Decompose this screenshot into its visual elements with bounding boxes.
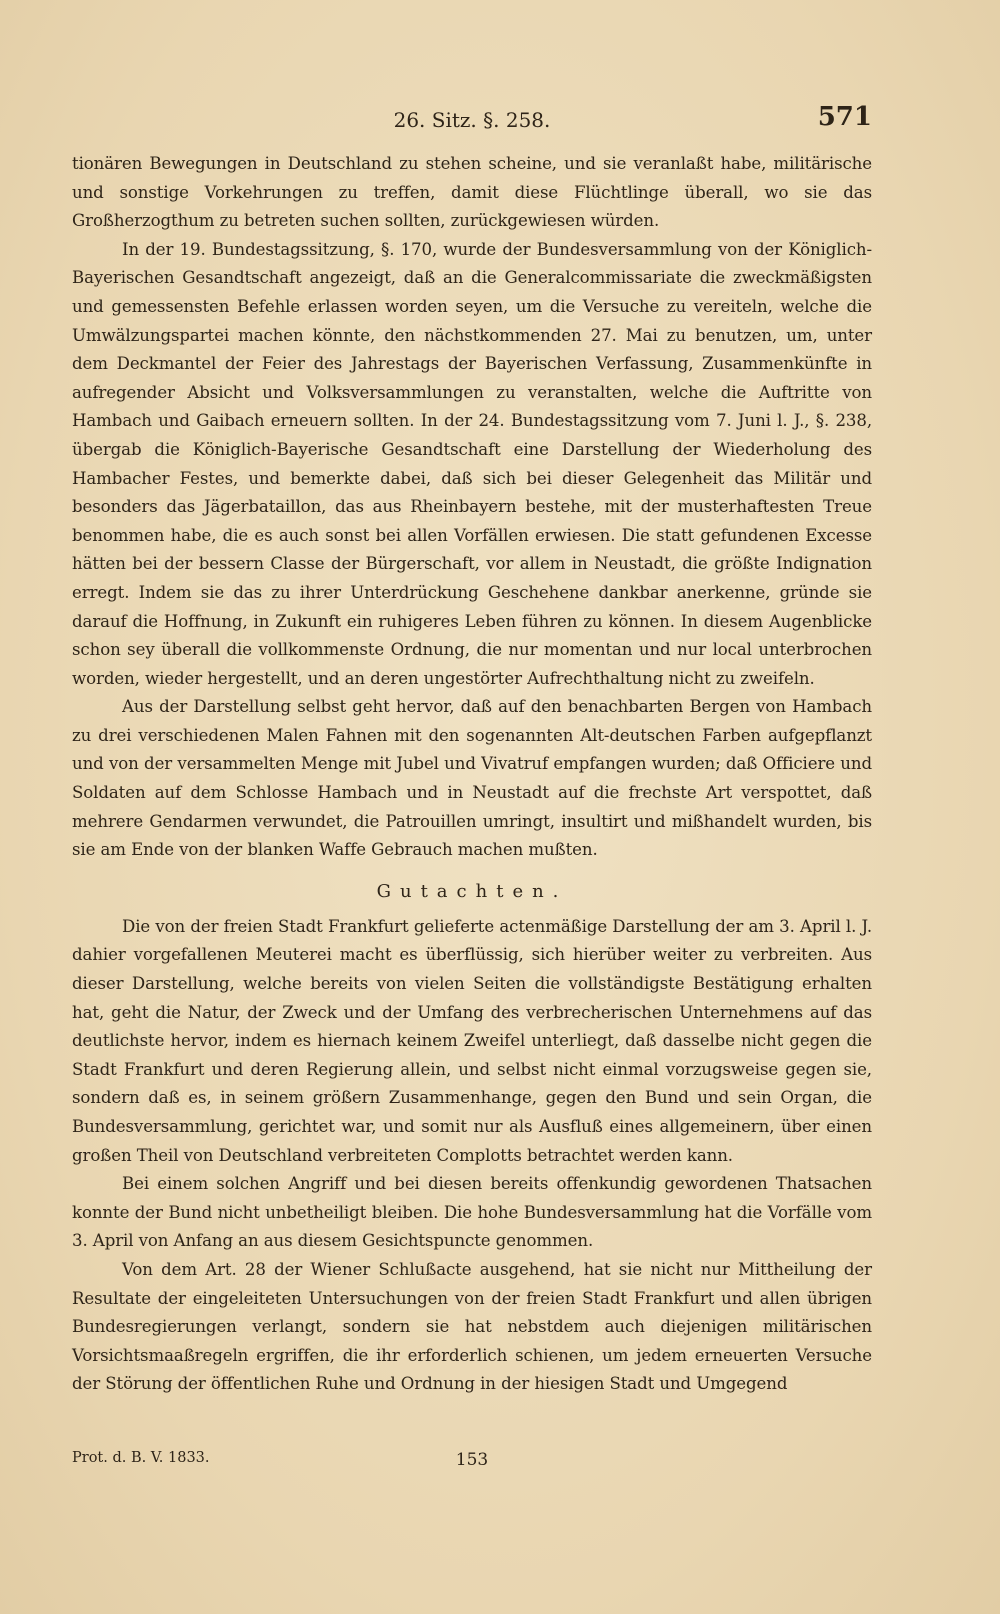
signature-mark: 153 — [455, 1450, 489, 1470]
page-body — [72, 150, 872, 1399]
page-header — [72, 102, 872, 142]
running-head: 26. Sitz. §. 258. — [393, 108, 551, 132]
footer-reference: Prot. d. B. V. 1833. — [72, 1450, 210, 1466]
section-heading: Gutachten. — [376, 880, 568, 902]
paragraph: Bei einem solchen Angriff und bei diesen bereits offenkundig gewordenen Thatsachen konnte der Bund nicht unbetheiligt bleiben. Die hohe Bundesversammlung hat die Vorfälle vom 3. April von Anfang an aus diesem Gesichtspuncte genommen. — [72, 1174, 872, 1251]
paragraph: In der 19. Bundestagssitzung, §. 170, wurde der Bundesversammlung von der Königlich-Bayerischen Gesandtschaft angezeigt, daß an die Generalcommissariate die zweckmäßigsten und gemessensten Befehle erlassen worden seyen, um die Versuche zu vereiteln, welche die Umwälzungspartei machen könnte, den nächstkommenden 27. Mai zu benutzen, um, unter dem Deckmantel der Feier des Jahrestags der Bayerischen Verfassung, Zusammenkünfte in aufregender Absicht und Volksversammlungen zu veranstalten, welche die Auftritte von Hambach und Gaibach erneuern sollten. In der 24. Bundestagssitzung vom 7. Juni l. J., §. 238, übergab die Königlich-Bayerische Gesandtschaft eine Darstellung der Wiederholung des Hambacher Festes, und bemerkte dabei, daß sich bei dieser Gelegenheit das Militär und besonders das Jägerbataillon, das aus Rheinbayern bestehe, mit der musterhaftesten Treue benommen habe, die es auch sonst bei allen Vorfällen erwiesen. Die statt gefundenen Excesse hätten bei der bessern Classe der Bürgerschaft, vor allem in Neustadt, die größte Indignation erregt. Indem sie das zu ihrer Unterdrückung Geschehene dankbar anerkenne, gründe sie darauf die Hoffnung, in Zukunft ein ruhigeres Leben führen zu können. In diesem Augenblicke schon sey überall die vollkommenste Ordnung, die nur momentan und nur local unterbrochen worden, wieder hergestellt, und an deren ungestörter Aufrechthaltung nicht zu zweifeln. — [72, 239, 872, 688]
paragraph: Die von der freien Stadt Frankfurt gelieferte actenmäßige Darstellung der am 3. April l. J. dahier vorgefallenen Meuterei macht es überflüssig, sich hierüber weiter zu verbreiten. Aus dieser Darstellung, welche bereits von vielen Seiten die vollständigste Bestätigung erhalten hat, geht die Natur, der Zweck und der Umfang des verbrecherischen Unternehmens auf das deutlichste hervor, indem es hiernach keinem Zweifel unterliegt, daß dasselbe nicht gegen die Stadt Frankfurt und deren Regierung allein, und selbst nicht einmal vorzugsweise gegen sie, sondern daß es, in seinem größern Zusammenhange, gegen den Bund und sein Organ, die Bundesversammlung, gerichtet war, und somit nur als Ausfluß eines allgemeinern, über einen großen Theil von Deutschland verbreiteten Complotts betrachtet werden kann. — [72, 916, 872, 1165]
page-footer — [72, 1450, 872, 1474]
paragraph-continued: tionären Bewegungen in Deutschland zu stehen scheine, und sie veranlaßt habe, militärische und sonstige Vorkehrungen zu treffen, damit diese Flüchtlinge überall, wo sie das Großherzogthum zu betreten suchen sollten, zurückgewiesen würden. — [72, 154, 872, 231]
paragraph: Aus der Darstellung selbst geht hervor, daß auf den benachbarten Bergen von Hambach zu drei verschiedenen Malen Fahnen mit den sogenannten Alt-deutschen Farben aufgepflanzt und von der versammelten Menge mit Jubel und Vivatruf empfangen wurden; daß Officiere und Soldaten auf dem Schlosse Hambach und in Neustadt auf die frechste Art verspottet, daß mehrere Gendarmen verwundet, die Patrouillen umringt, insultirt und mißhandelt wurden, bis sie am Ende von der blanken Waffe Gebrauch machen mußten. — [72, 697, 872, 860]
paragraph: Von dem Art. 28 der Wiener Schlußacte ausgehend, hat sie nicht nur Mittheilung der Resultate der eingeleiteten Untersuchungen von der freien Stadt Frankfurt und allen übrigen Bundesregierungen verlangt, sondern sie hat nebstdem auch diejenigen militärischen Vorsichtsmaaßregeln ergriffen, die ihr erforderlich schienen, um jedem erneuerten Versuche der Störung der öffentlichen Ruhe und Ordnung in der hiesigen Stadt und Umgegend — [72, 1259, 872, 1394]
page-number: 571 — [817, 102, 872, 132]
